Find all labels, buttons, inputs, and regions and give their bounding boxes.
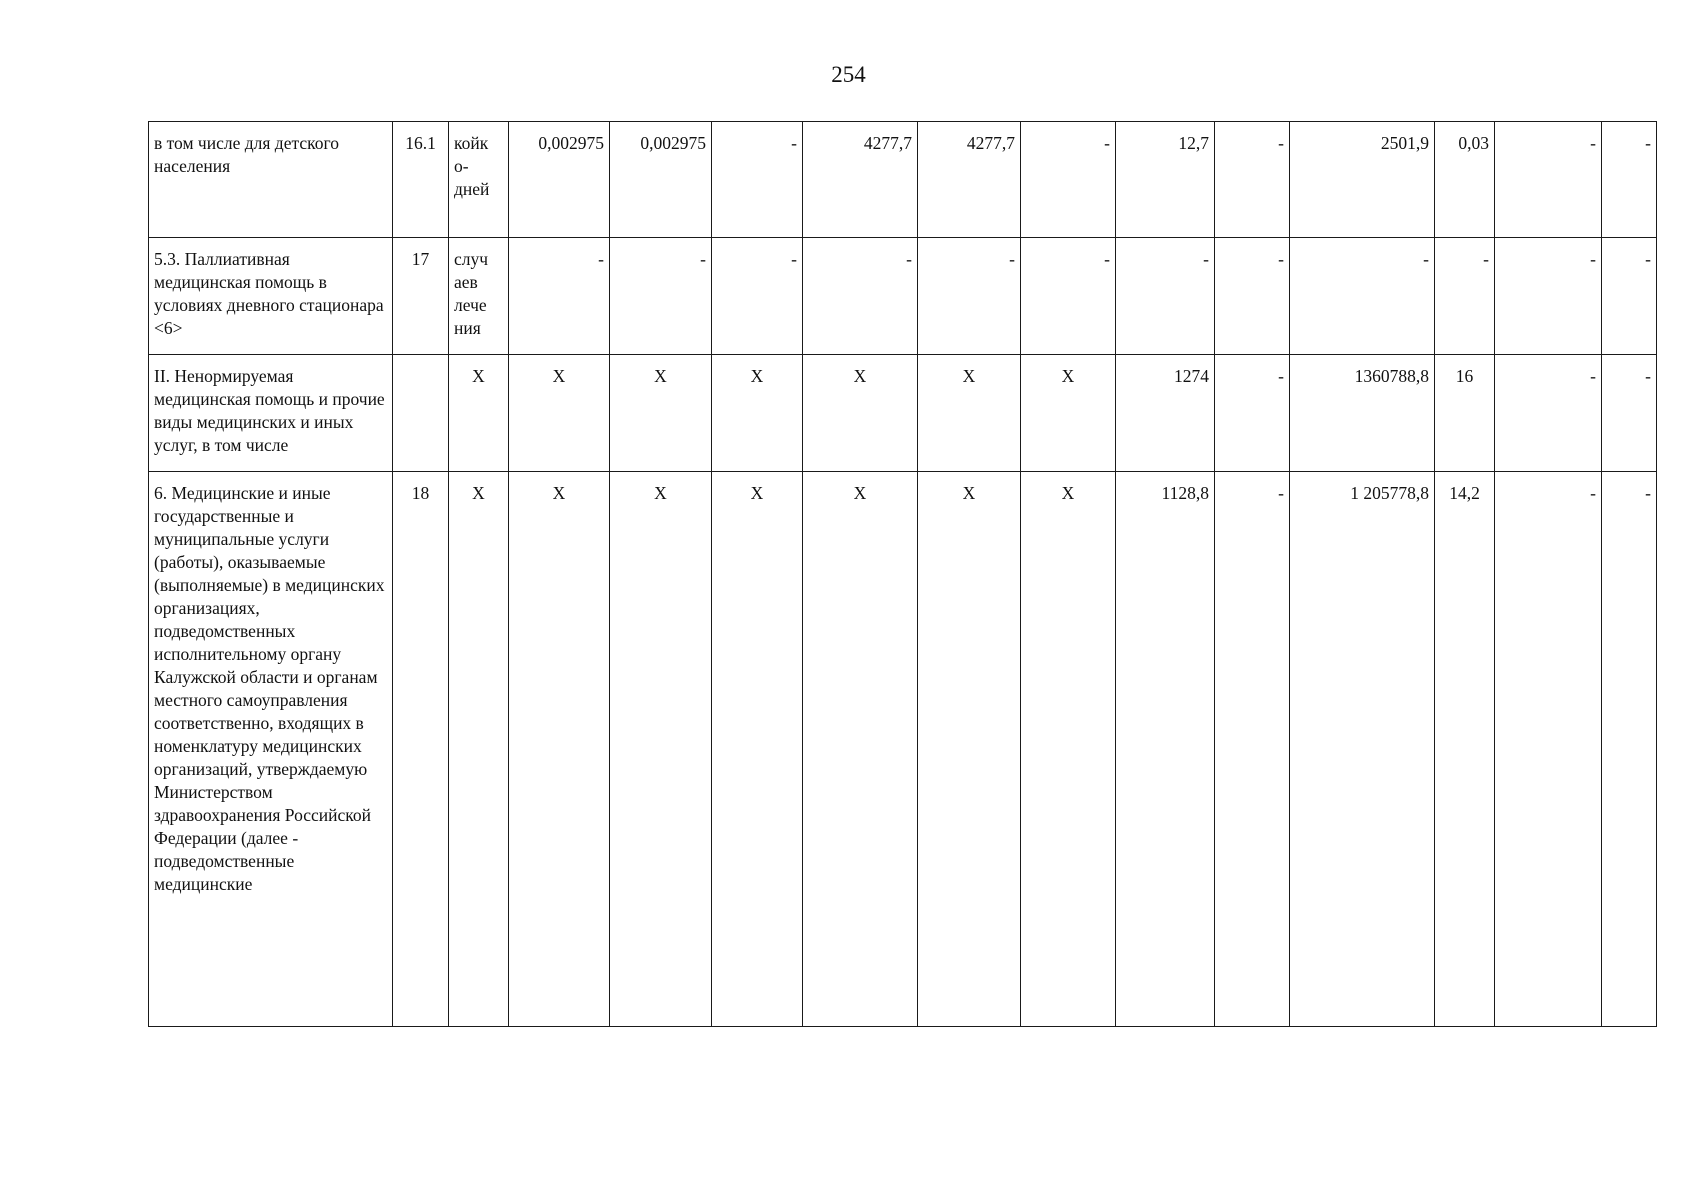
table-row	[149, 122, 1657, 238]
table-cell: 1 205778,8	[1290, 472, 1435, 1027]
row-code	[393, 355, 449, 472]
table-row	[149, 472, 1657, 1027]
table-cell: -	[712, 238, 803, 355]
table-cell: 1360788,8	[1290, 355, 1435, 472]
table-cell: 12,7	[1116, 122, 1215, 238]
data-table	[148, 121, 1657, 1027]
table-cell: -	[1116, 238, 1215, 355]
table-cell: X	[918, 472, 1021, 1027]
table-cell: -	[1021, 122, 1116, 238]
table-cell: -	[509, 238, 610, 355]
table-cell: -	[1602, 122, 1657, 238]
page-number: 254	[831, 62, 866, 87]
row-name: в том числе для детского населения	[149, 122, 393, 238]
table-cell: X	[1021, 472, 1116, 1027]
table-cell: -	[1602, 472, 1657, 1027]
table-cell: X	[610, 355, 712, 472]
table-cell: -	[1215, 122, 1290, 238]
table-cell: -	[1495, 355, 1602, 472]
table-cell: -	[712, 122, 803, 238]
table-cell: -	[918, 238, 1021, 355]
table-cell: -	[1602, 238, 1657, 355]
table-cell: X	[918, 355, 1021, 472]
row-code: 17	[393, 238, 449, 355]
table-cell: 0,002975	[509, 122, 610, 238]
table-cell: -	[1215, 472, 1290, 1027]
row-code: 18	[393, 472, 449, 1027]
table-cell: X	[509, 355, 610, 472]
table-cell: 16	[1435, 355, 1495, 472]
table-cell: 1128,8	[1116, 472, 1215, 1027]
table-cell: -	[1290, 238, 1435, 355]
table-cell: 0,03	[1435, 122, 1495, 238]
table-cell: 1274	[1116, 355, 1215, 472]
table-cell: 0,002975	[610, 122, 712, 238]
table-cell: X	[803, 472, 918, 1027]
table-cell: 14,2	[1435, 472, 1495, 1027]
table-cell: -	[1021, 238, 1116, 355]
row-unit: койк о- дней	[449, 122, 509, 238]
table-cell: X	[803, 355, 918, 472]
table-cell: -	[1602, 355, 1657, 472]
row-name: 6. Медицинские и иные государственные и муниципальные услуги (работы), оказываемые (выполняемые) в медицинских организациях, подведомственных исполнительному органу Калужской области и органам местного самоуправления соответственно, входящих в номенклатуру медицинских организаций, утверждаемую Министерством здравоохранения Российской Федерации (далее - подведомственные медицинские	[149, 472, 393, 1027]
table-cell: -	[1495, 238, 1602, 355]
row-unit: X	[449, 472, 509, 1027]
table-cell: -	[1495, 122, 1602, 238]
row-name: 5.3. Паллиативная медицинская помощь в условиях дневного стационара <6>	[149, 238, 393, 355]
table-cell: X	[712, 355, 803, 472]
table-cell: 4277,7	[803, 122, 918, 238]
table-cell: X	[1021, 355, 1116, 472]
table-cell: -	[803, 238, 918, 355]
table-cell: -	[1215, 238, 1290, 355]
table-cell: -	[1435, 238, 1495, 355]
row-code: 16.1	[393, 122, 449, 238]
row-unit: случ аев лече ния	[449, 238, 509, 355]
table-cell: -	[1215, 355, 1290, 472]
table-row	[149, 355, 1657, 472]
row-unit: X	[449, 355, 509, 472]
table-cell: X	[610, 472, 712, 1027]
table-cell: -	[1495, 472, 1602, 1027]
table-cell: 4277,7	[918, 122, 1021, 238]
table-cell: 2501,9	[1290, 122, 1435, 238]
table-row	[149, 238, 1657, 355]
row-name: II. Ненормируемая медицинская помощь и прочие виды медицинских и иных услуг, в том числе	[149, 355, 393, 472]
table-cell: X	[712, 472, 803, 1027]
table-cell: -	[610, 238, 712, 355]
table-cell: X	[509, 472, 610, 1027]
